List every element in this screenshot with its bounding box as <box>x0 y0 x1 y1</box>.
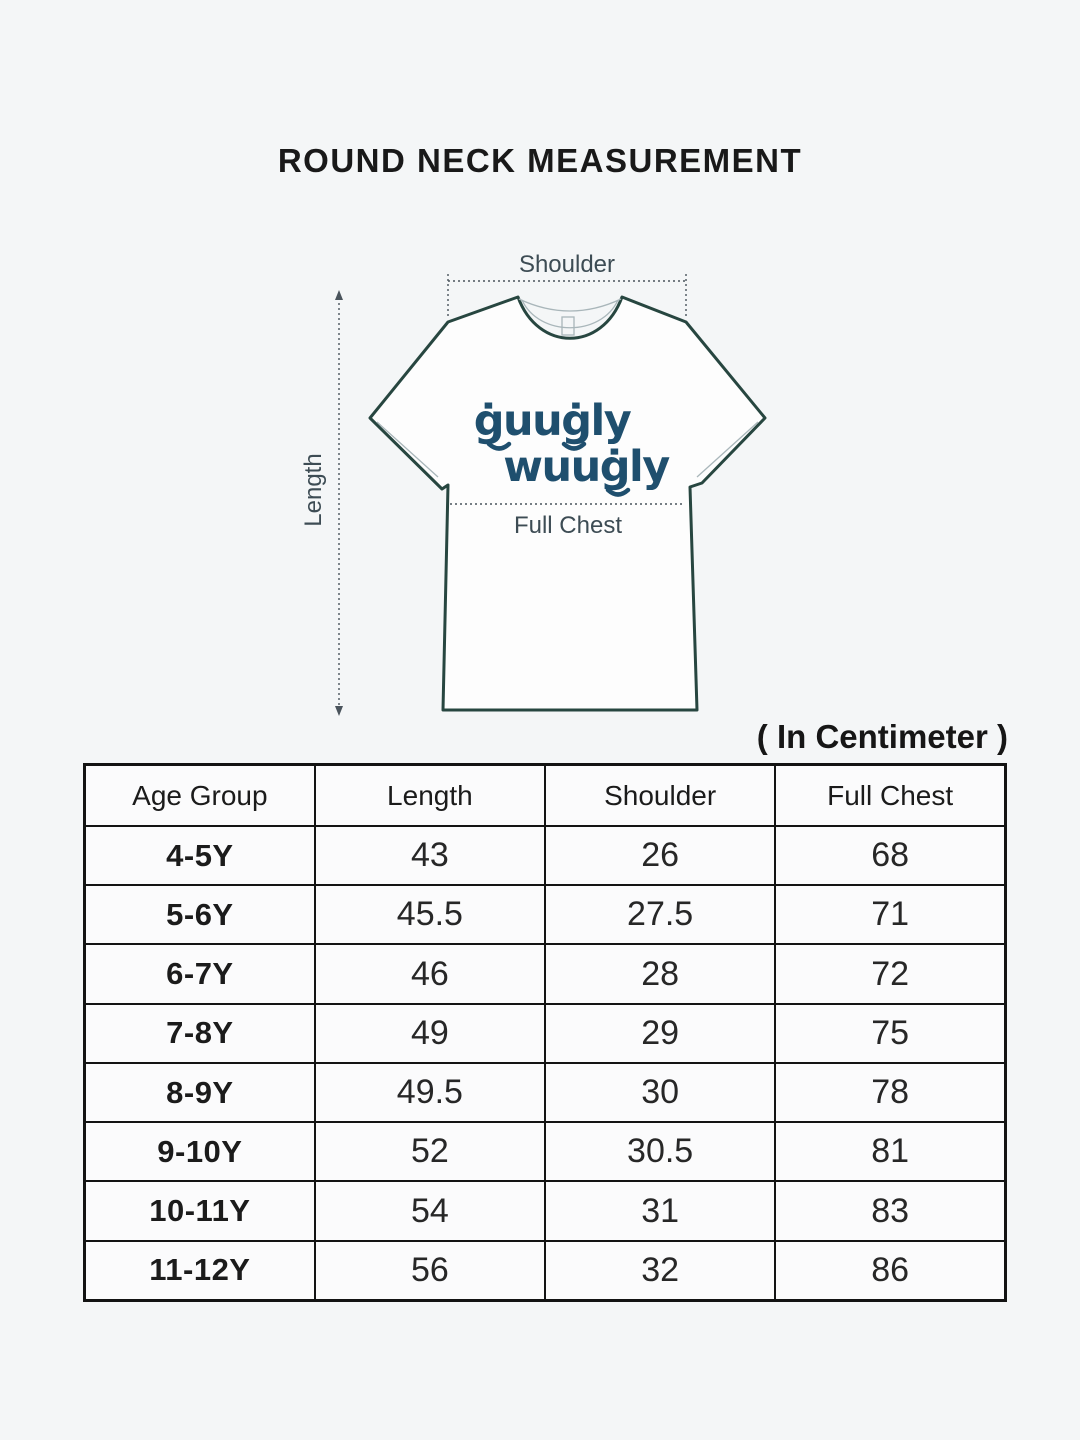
length-cell: 45.5 <box>315 885 545 944</box>
shoulder-cell: 30.5 <box>545 1122 775 1181</box>
age-cell: 4-5Y <box>85 826 315 885</box>
full-chest-label: Full Chest <box>513 512 623 539</box>
brand-logo-line1: ġuuġly <box>473 396 631 446</box>
age-cell: 9-10Y <box>85 1122 315 1181</box>
full-chest-cell: 81 <box>775 1122 1005 1181</box>
length-cell: 43 <box>315 826 545 885</box>
shoulder-label: Shoulder <box>518 251 616 278</box>
brand-logo-line2: wuuġly <box>503 442 669 492</box>
full-chest-cell: 72 <box>775 944 1005 1003</box>
collar-tag <box>562 317 574 335</box>
shoulder-cell: 30 <box>545 1063 775 1122</box>
table-row <box>85 1063 1006 1122</box>
page-title: ROUND NECK MEASUREMENT <box>277 142 803 179</box>
length-cell: 46 <box>315 944 545 1003</box>
tshirt-measurement-diagram <box>300 240 800 740</box>
header-row <box>85 765 1006 827</box>
table-row <box>85 944 1006 1003</box>
length-cell: 54 <box>315 1181 545 1240</box>
table-row <box>85 1004 1006 1063</box>
age-cell: 5-6Y <box>85 885 315 944</box>
age-cell: 10-11Y <box>85 1181 315 1240</box>
tshirt-outline <box>370 297 765 710</box>
length-label: Length <box>300 453 327 527</box>
shoulder-cell: 29 <box>545 1004 775 1063</box>
table-row <box>85 826 1006 885</box>
shoulder-cell: 26 <box>545 826 775 885</box>
age-cell: 8-9Y <box>85 1063 315 1122</box>
full-chest-cell: 71 <box>775 885 1005 944</box>
age-cell: 6-7Y <box>85 944 315 1003</box>
header-full-chest: Full Chest <box>775 765 1005 827</box>
length-cell: 49.5 <box>315 1063 545 1122</box>
table-row <box>85 885 1006 944</box>
shoulder-cell: 27.5 <box>545 885 775 944</box>
shoulder-cell: 28 <box>545 944 775 1003</box>
shoulder-cell: 32 <box>545 1241 775 1301</box>
size-chart-table <box>83 763 1007 1302</box>
header-age-group: Age Group <box>85 765 315 827</box>
full-chest-cell: 83 <box>775 1181 1005 1240</box>
header-shoulder: Shoulder <box>545 765 775 827</box>
collar-back-seam <box>519 299 621 311</box>
age-cell: 7-8Y <box>85 1004 315 1063</box>
length-cell: 56 <box>315 1241 545 1301</box>
unit-note: ( In Centimeter ) <box>756 718 1008 755</box>
header-length: Length <box>315 765 545 827</box>
table-row <box>85 1122 1006 1181</box>
length-cell: 52 <box>315 1122 545 1181</box>
full-chest-cell: 75 <box>775 1004 1005 1063</box>
table-row <box>85 1241 1006 1301</box>
age-cell: 11-12Y <box>85 1241 315 1301</box>
length-cell: 49 <box>315 1004 545 1063</box>
shoulder-cell: 31 <box>545 1181 775 1240</box>
full-chest-cell: 68 <box>775 826 1005 885</box>
full-chest-cell: 86 <box>775 1241 1005 1301</box>
full-chest-cell: 78 <box>775 1063 1005 1122</box>
table-row <box>85 1181 1006 1240</box>
